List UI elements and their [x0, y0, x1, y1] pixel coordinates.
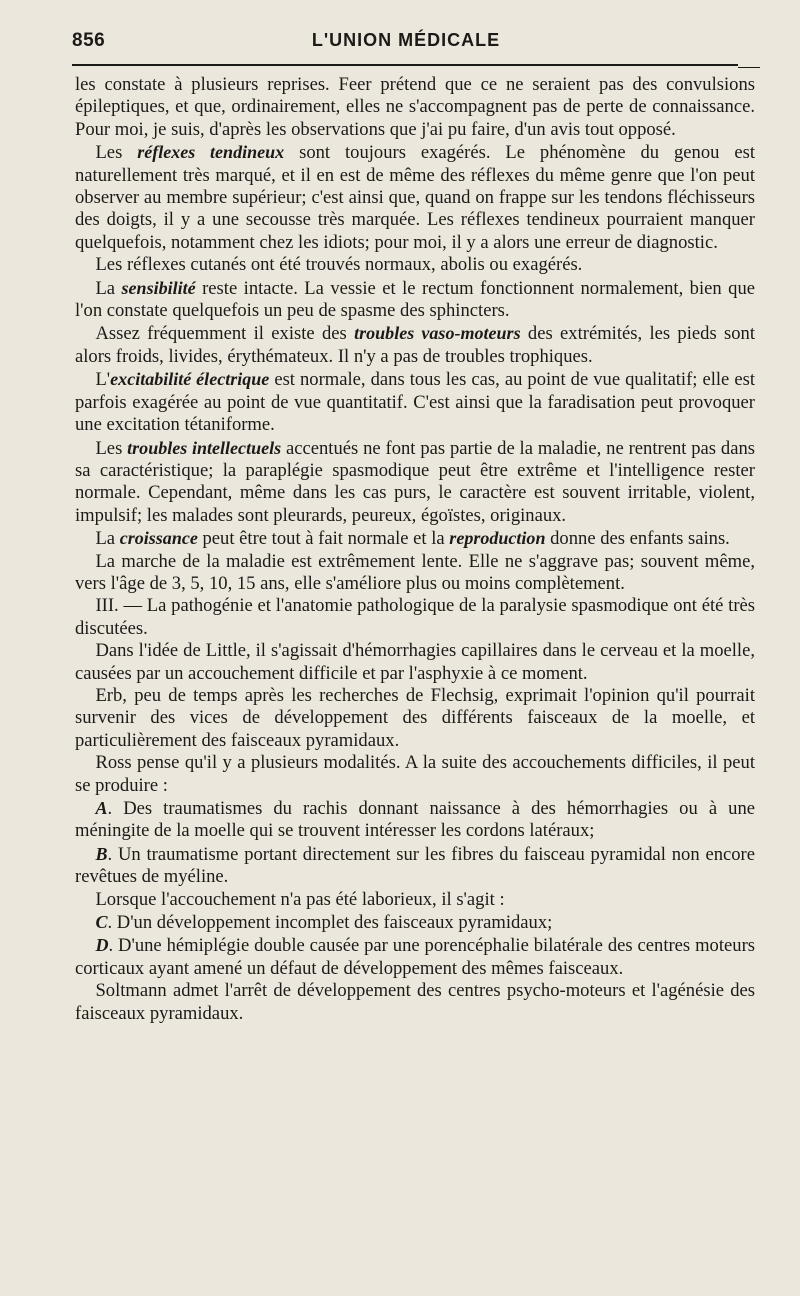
- paragraph-p11: [75, 640, 755, 685]
- paragraph-p15: [75, 843, 755, 889]
- text-run: La marche de la maladie est extrêmement lente. Elle ne s'aggrave pas; souvent même, vers l'âge de 3, 5, 10, 15 ans, elle s'améliore plus ou moins complètement.: [75, 550, 755, 594]
- italic-term: troubles vaso-moteurs: [354, 323, 521, 344]
- italic-term: reproduction: [449, 528, 546, 549]
- paragraph-p1: [75, 74, 755, 141]
- paragraph-p12: [75, 685, 755, 752]
- text-run: . D'un développement incomplet des faisceaux pyramidaux;: [107, 912, 553, 934]
- text-run: . D'une hémiplégie double causée par une porencéphalie bilatérale des centres moteurs corticaux ayant amené un défaut de développement des mêmes faisceaux.: [75, 935, 755, 979]
- italic-term: troubles intellectuels: [127, 437, 282, 458]
- text-run: Erb, peu de temps après les recherches de Flechsig, exprimait l'opinion qu'il pourrait survenir des vices de développement des différents faisceaux de la moelle, et particulièrement des faisceaux pyramidaux.: [75, 684, 755, 751]
- text-run: sont toujours exagérés. Le phénomène du genou est naturellement très marqué, et il en est de même des réflexes du même genre que l'on peut observer au membre supérieur; c'est ainsi que, quand on frappe sur les tendons fléchisseurs des doigts, il y a une secousse très marquée. Les réflexes tendineux pourraient manquer quelquefois, notamment chez les idiots; pour moi, il y a alors une erreur de diagnostic.: [75, 142, 755, 253]
- text-run: . Des traumatismes du rachis donnant naissance à des hémorrhagies ou à une méningite de la moelle qui se trouvent intéresser les cordons latéraux;: [75, 798, 755, 842]
- text-run: Les réflexes cutanés ont été trouvés normaux, abolis ou exagérés.: [95, 254, 583, 276]
- italic-term: C: [95, 912, 108, 933]
- paragraph-p8: [75, 527, 755, 550]
- text-run: Dans l'idée de Little, il s'agissait d'hémorrhagies capillaires dans le cerveau et la moelle, causées par un accouchement difficile et par l'asphyxie à ce moment.: [75, 640, 755, 684]
- text-run: reste intacte. La vessie et le rectum fonctionnent normalement, bien que l'on constate quelquefois un peu de spasme des sphincters.: [75, 277, 755, 322]
- text-run: peut être tout à fait normale et la: [197, 528, 450, 550]
- paragraph-p7: [75, 437, 755, 528]
- italic-term: sensibilité: [121, 277, 196, 298]
- italic-term: croissance: [119, 528, 198, 549]
- paragraph-p17: [75, 911, 755, 934]
- page-header: [72, 30, 740, 56]
- paragraph-p2: [75, 141, 755, 254]
- header-rule-tail: [738, 67, 760, 68]
- paragraph-p6: [75, 368, 755, 436]
- header-rule: [72, 64, 738, 66]
- text-run: est normale, dans tous les cas, au point de vue qualitatif; elle est parfois exagérée au point de vue quantitatif. C'est ainsi que la faradisation peut provoquer une excitation tétaniforme.: [75, 369, 755, 436]
- italic-term: réflexes tendineux: [137, 142, 285, 163]
- text-run: accentués ne font pas partie de la maladie, ne rentrent pas dans sa caractéristique; la paraplégie spasmodique peut être extrême et l'intelligence rester normale. Cependant, même dans les cas purs, le caractère est souvent irritable, violent, impulsif; les malades sont pleurards, peureux, égoïstes, originaux.: [75, 437, 755, 526]
- italic-term: A: [95, 798, 108, 818]
- paragraph-p16: [75, 889, 755, 911]
- paragraph-p19: [75, 980, 755, 1025]
- text-run: . Un traumatisme portant directement sur les fibres du faisceau pyramidal non encore revêtues de myéline.: [75, 843, 755, 888]
- text-run: donne des enfants sains.: [545, 528, 730, 550]
- text-run: Les: [95, 142, 138, 164]
- text-run: Assez fréquemment il existe des: [95, 323, 355, 345]
- italic-term: excitabilité électrique: [110, 369, 270, 390]
- paragraph-p13: [75, 752, 755, 797]
- paragraph-p14: [75, 797, 755, 843]
- text-run: La: [95, 277, 122, 299]
- paragraph-p3: [75, 254, 755, 276]
- body-text: [75, 74, 755, 1025]
- running-title: L'UNION MÉDICALE: [311, 30, 501, 50]
- text-run: La: [95, 528, 120, 550]
- italic-term: D: [95, 935, 109, 956]
- text-run: des extrémités, les pieds sont alors froids, livides, érythémateux. Il n'y a pas de troubles trophiques.: [75, 323, 756, 367]
- page-number: 856: [72, 30, 106, 51]
- text-run: Soltmann admet l'arrêt de développement des centres psycho-moteurs et l'agénésie des faisceaux pyramidaux.: [75, 980, 755, 1024]
- paragraph-p10: [75, 595, 755, 640]
- text-run: les constate à plusieurs reprises. Feer prétend que ce ne seraient pas des convulsions épileptiques, et que, ordinairement, elles ne s'accompagnent pas de perte de connaissance. Pour moi, je suis, d'après les observations que j'ai pu faire, d'un avis tout opposé.: [75, 74, 755, 140]
- paragraph-p4: [75, 277, 755, 323]
- paragraph-p5: [75, 322, 755, 368]
- text-run: Les: [95, 437, 128, 459]
- paragraph-p18: [75, 934, 755, 980]
- text-run: L': [95, 369, 111, 391]
- italic-term: B: [95, 843, 108, 864]
- text-run: Ross pense qu'il y a plusieurs modalités. A la suite des accouchements difficiles, il peut se produire :: [75, 752, 755, 796]
- paragraph-p9: [75, 551, 755, 596]
- text-run: III. — La pathogénie et l'anatomie pathologique de la paralysie spasmodique ont été très discutées.: [75, 595, 755, 639]
- text-run: Lorsque l'accouchement n'a pas été laborieux, il s'agit :: [95, 888, 505, 910]
